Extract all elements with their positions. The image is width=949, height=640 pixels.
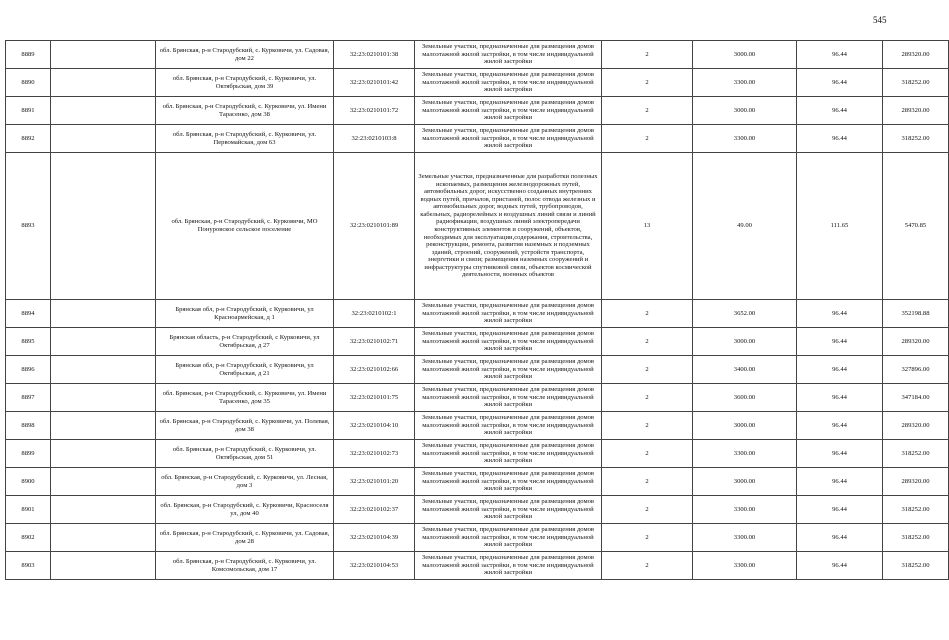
rate-cell: 96.44 [797,300,883,328]
rate-cell: 96.44 [797,328,883,356]
cadastral-number-cell: 32:23:0210102:66 [334,356,415,384]
permitted-use-cell: Земельные участки, предназначенные для размещения домов малоэтажной жилой застройки, в том числе индивидуальной жилой застройки [415,524,602,552]
value-cell: 347184.00 [883,384,949,412]
value-cell: 289320.00 [883,41,949,69]
table-row [6,412,949,440]
value-cell: 318252.00 [883,69,949,97]
address-cell: Брянская обл, р-н Стародубский, с Курковичи, ул Красноармейская, д 1 [156,300,334,328]
cadastral-number-cell: 32:23:0210102:73 [334,440,415,468]
value-cell: 289320.00 [883,412,949,440]
blank-cell [51,97,156,125]
table-row [6,384,949,412]
blank-cell [51,384,156,412]
row-number: 8890 [6,69,51,97]
table-row [6,328,949,356]
category-cell: 2 [602,41,693,69]
category-cell: 2 [602,69,693,97]
category-cell: 2 [602,384,693,412]
row-number: 8900 [6,468,51,496]
permitted-use-cell: Земельные участки, предназначенные для размещения домов малоэтажной жилой застройки, в том числе индивидуальной жилой застройки [415,300,602,328]
category-cell: 2 [602,496,693,524]
row-number: 8894 [6,300,51,328]
cadastral-number-cell: 32:23:0210101:20 [334,468,415,496]
cadastral-number-cell: 32:23:0210102:1 [334,300,415,328]
area-cell: 3000.00 [693,41,797,69]
blank-cell [51,125,156,153]
row-number: 8901 [6,496,51,524]
blank-cell [51,496,156,524]
area-cell: 3600.00 [693,384,797,412]
row-number: 8893 [6,153,51,300]
blank-cell [51,153,156,300]
permitted-use-cell: Земельные участки, предназначенные для размещения домов малоэтажной жилой застройки, в том числе индивидуальной жилой застройки [415,412,602,440]
blank-cell [51,524,156,552]
table-row [6,69,949,97]
address-cell: обл. Брянская, р-н Стародубский, с. Курковичи, МО Понуровское сельское поселение [156,153,334,300]
registry-body [6,41,949,580]
address-cell: обл. Брянская, р-н Стародубский, с. Курковичи, Красноселя ул, дом 40 [156,496,334,524]
table-row [6,440,949,468]
permitted-use-cell: Земельные участки, предназначенные для размещения домов малоэтажной жилой застройки, в том числе индивидуальной жилой застройки [415,328,602,356]
area-cell: 3300.00 [693,69,797,97]
permitted-use-cell: Земельные участки, предназначенные для размещения домов малоэтажной жилой застройки, в том числе индивидуальной жилой застройки [415,69,602,97]
value-cell: 318252.00 [883,552,949,580]
permitted-use-cell: Земельные участки, предназначенные для размещения домов малоэтажной жилой застройки, в том числе индивидуальной жилой застройки [415,41,602,69]
table-row [6,300,949,328]
row-number: 8897 [6,384,51,412]
address-cell: обл. Брянская, р-н Стародубский, с. Курковичи, ул. Лесная, дом 3 [156,468,334,496]
category-cell: 2 [602,552,693,580]
area-cell: 3000.00 [693,468,797,496]
cadastral-number-cell: 32:23:0210101:75 [334,384,415,412]
value-cell: 318252.00 [883,524,949,552]
value-cell: 5470.85 [883,153,949,300]
address-cell: обл. Брянская, р-н Стародубский, с. Курковичи, ул. Садовая, дом 22 [156,41,334,69]
row-number: 8903 [6,552,51,580]
cadastral-number-cell: 32:23:0210102:37 [334,496,415,524]
permitted-use-cell: Земельные участки, предназначенные для размещения домов малоэтажной жилой застройки, в том числе индивидуальной жилой застройки [415,356,602,384]
permitted-use-cell: Земельные участки, предназначенные для размещения домов малоэтажной жилой застройки, в том числе индивидуальной жилой застройки [415,440,602,468]
row-number: 8899 [6,440,51,468]
permitted-use-cell: Земельные участки, предназначенные для размещения домов малоэтажной жилой застройки, в том числе индивидуальной жилой застройки [415,384,602,412]
permitted-use-cell: Земельные участки, предназначенные для размещения домов малоэтажной жилой застройки, в том числе индивидуальной жилой застройки [415,125,602,153]
blank-cell [51,440,156,468]
table-row [6,356,949,384]
permitted-use-cell: Земельные участки, предназначенные для размещения домов малоэтажной жилой застройки, в том числе индивидуальной жилой застройки [415,97,602,125]
category-cell: 2 [602,125,693,153]
rate-cell: 96.44 [797,41,883,69]
table-row [6,496,949,524]
cadastral-number-cell: 32:23:0210104:53 [334,552,415,580]
cadastral-number-cell: 32:23:0210101:89 [334,153,415,300]
rate-cell: 96.44 [797,356,883,384]
cadastral-number-cell: 32:23:0210104:39 [334,524,415,552]
category-cell: 2 [602,412,693,440]
rate-cell: 96.44 [797,468,883,496]
table-row [6,153,949,300]
blank-cell [51,41,156,69]
value-cell: 352198.88 [883,300,949,328]
permitted-use-cell: Земельные участки, предназначенные для разработки полезных ископаемых, размещения железнодорожных путей, автомобильных дорог, искусственно созданных внутренних водных путей, причалов, пристаней, полос отвода железных и автомобильных дорог, водных путей, трубопроводов, кабельных, радиорелейных и воздушных линий связи и линий радиофикации, воздушных линий электропередачи конструктивных элементов и сооружений, объектов, необходимых для эксплуатации,содержания, строительства, реконструкции, ремонта, развития наземных и подземных зданий, строений, сооружений, устройств транспорта, энергетики и связи; размещения наземных сооружений и инфраструктуры спутниковой связи, объектов космической деятельности, военных объектов [415,153,602,300]
rate-cell: 96.44 [797,97,883,125]
permitted-use-cell: Земельные участки, предназначенные для размещения домов малоэтажной жилой застройки, в том числе индивидуальной жилой застройки [415,468,602,496]
row-number: 8898 [6,412,51,440]
cadastral-number-cell: 32:23:0210101:72 [334,97,415,125]
address-cell: обл. Брянская, р-н Стародубский, с. Курковичи, ул. Полевая, дом 38 [156,412,334,440]
area-cell: 3400.00 [693,356,797,384]
blank-cell [51,69,156,97]
cadastral-number-cell: 32:23:0210103:8 [334,125,415,153]
area-cell: 3000.00 [693,412,797,440]
blank-cell [51,356,156,384]
cadastral-number-cell: 32:23:0210102:71 [334,328,415,356]
table-row [6,97,949,125]
cadastral-number-cell: 32:23:0210101:38 [334,41,415,69]
cadastral-number-cell: 32:23:0210101:42 [334,69,415,97]
permitted-use-cell: Земельные участки, предназначенные для размещения домов малоэтажной жилой застройки, в том числе индивидуальной жилой застройки [415,496,602,524]
rate-cell: 96.44 [797,384,883,412]
rate-cell: 96.44 [797,524,883,552]
row-number: 8896 [6,356,51,384]
blank-cell [51,328,156,356]
blank-cell [51,552,156,580]
address-cell: обл. Брянская, р-н Стародубский, с. Курковичи, ул. Имени Тарасенко, дом 35 [156,384,334,412]
row-number: 8892 [6,125,51,153]
area-cell: 3300.00 [693,125,797,153]
category-cell: 2 [602,524,693,552]
value-cell: 289320.00 [883,328,949,356]
address-cell: обл. Брянская, р-н Стародубский, с. Курковичи, ул. Октябрьская, дом 39 [156,69,334,97]
page-number: 545 [873,15,887,25]
rate-cell: 111.65 [797,153,883,300]
value-cell: 289320.00 [883,97,949,125]
value-cell: 318252.00 [883,125,949,153]
address-cell: обл. Брянская, р-н Стародубский, с. Курковичи, ул. Октябрьская, дом 51 [156,440,334,468]
cadastral-number-cell: 32:23:0210104:10 [334,412,415,440]
blank-cell [51,300,156,328]
area-cell: 3300.00 [693,440,797,468]
blank-cell [51,412,156,440]
category-cell: 2 [602,440,693,468]
address-cell: обл. Брянская, р-н Стародубский, с. Курковичи, ул. Комсомольская, дом 17 [156,552,334,580]
rate-cell: 96.44 [797,125,883,153]
area-cell: 3300.00 [693,552,797,580]
category-cell: 2 [602,328,693,356]
address-cell: Брянская область, р-н Стародубский, с Курковичи, ул Октябрьская, д 27 [156,328,334,356]
address-cell: Брянская обл, р-н Стародубский, с Курковичи, ул Октябрьская, д 21 [156,356,334,384]
rate-cell: 96.44 [797,69,883,97]
table-row [6,468,949,496]
value-cell: 318252.00 [883,496,949,524]
permitted-use-cell: Земельные участки, предназначенные для размещения домов малоэтажной жилой застройки, в том числе индивидуальной жилой застройки [415,552,602,580]
address-cell: обл. Брянская, р-н Стародубский, с. Курковичи, ул. Первомайская, дом 63 [156,125,334,153]
area-cell: 49.00 [693,153,797,300]
row-number: 8889 [6,41,51,69]
rate-cell: 96.44 [797,412,883,440]
address-cell: обл. Брянская, р-н Стародубский, с. Курковичи, ул. Имени Тарасенко, дом 38 [156,97,334,125]
land-registry-table [5,40,949,580]
value-cell: 289320.00 [883,468,949,496]
area-cell: 3000.00 [693,97,797,125]
value-cell: 318252.00 [883,440,949,468]
value-cell: 327896.00 [883,356,949,384]
blank-cell [51,468,156,496]
category-cell: 2 [602,468,693,496]
area-cell: 3300.00 [693,496,797,524]
area-cell: 3300.00 [693,524,797,552]
table-row [6,552,949,580]
row-number: 8902 [6,524,51,552]
row-number: 8891 [6,97,51,125]
area-cell: 3652.00 [693,300,797,328]
rate-cell: 96.44 [797,440,883,468]
table-row [6,524,949,552]
rate-cell: 96.44 [797,496,883,524]
category-cell: 13 [602,153,693,300]
address-cell: обл. Брянская, р-н Стародубский, с. Курковичи, ул. Садовая, дом 28 [156,524,334,552]
category-cell: 2 [602,97,693,125]
table-row [6,41,949,69]
rate-cell: 96.44 [797,552,883,580]
category-cell: 2 [602,300,693,328]
area-cell: 3000.00 [693,328,797,356]
row-number: 8895 [6,328,51,356]
category-cell: 2 [602,356,693,384]
table-row [6,125,949,153]
